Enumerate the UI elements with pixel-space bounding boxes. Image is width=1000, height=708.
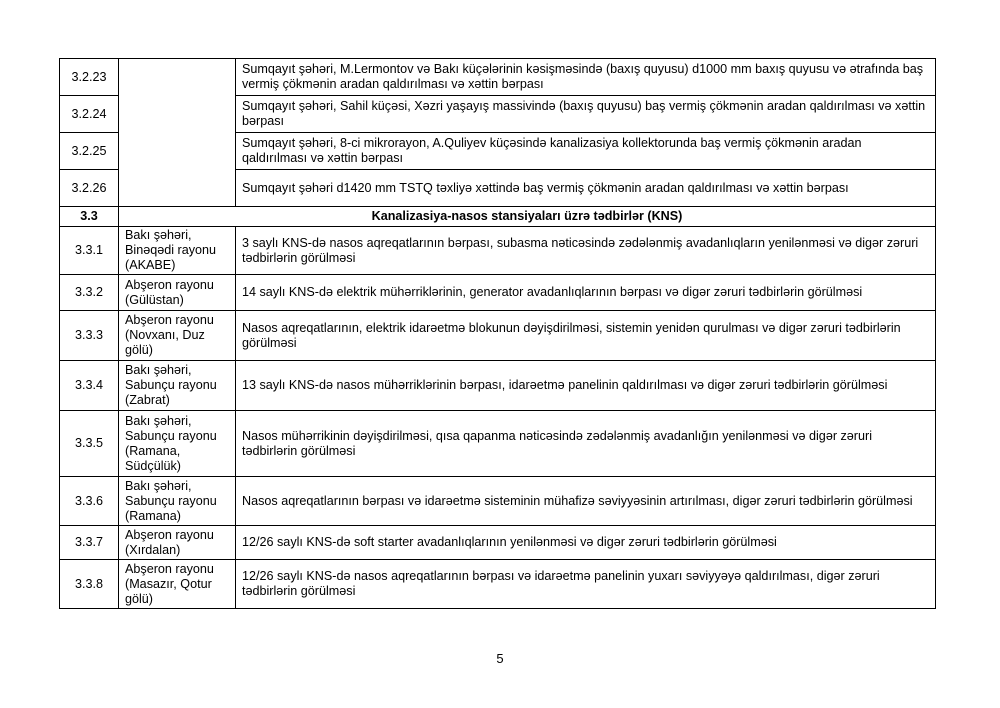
row-number: 3.3.1 bbox=[60, 227, 119, 275]
page-number: 5 bbox=[496, 651, 504, 666]
row-description: 12/26 saylı KNS-də nasos aqreqatlarının bərpası və idarəetmə panelinin yuxarı səviyyəyə qaldırılması, digər zəruri tədbirlərin görülməsi bbox=[236, 560, 936, 609]
row-number: 3.3.4 bbox=[60, 361, 119, 411]
row-description: Sumqayıt şəhəri, 8-ci mikrorayon, A.Quliyev küçəsində kanalizasiya kollektorunda baş vermiş çökmənin aradan qaldırılması və xəttin bərpası bbox=[236, 133, 936, 170]
row-description: 3 saylı KNS-də nasos aqreqatlarının bərpası, subasma nəticəsində zədələnmiş avadanlıqların yenilənməsi və digər zəruri tədbirlərin görülməsi bbox=[236, 227, 936, 275]
row-description: Nasos mühərrikinin dəyişdirilməsi, qısa qapanma nəticəsində zədələnmiş avadanlığın yenilənməsi və digər zəruri tədbirlərin görülməsi bbox=[236, 411, 936, 477]
row-location: Abşeron rayonu (Novxanı, Duz gölü) bbox=[119, 311, 236, 361]
row-location: Abşeron rayonu (Masazır, Qotur gölü) bbox=[119, 560, 236, 609]
table-row bbox=[60, 560, 936, 609]
section-number: 3.3 bbox=[60, 207, 119, 227]
row-number: 3.2.23 bbox=[60, 59, 119, 96]
table-row bbox=[60, 275, 936, 311]
row-description: Sumqayıt şəhəri, M.Lermontov və Bakı küçələrinin kəsişməsində (baxış quyusu) d1000 mm baxış quyusu və ətrafında baş vermiş çökmənin aradan qaldırılması və xəttin bərpası bbox=[236, 59, 936, 96]
row-location: Bakı şəhəri, Sabunçu rayonu (Ramana) bbox=[119, 477, 236, 526]
table-row bbox=[60, 526, 936, 560]
row-location: Abşeron rayonu (Gülüstan) bbox=[119, 275, 236, 311]
row-description: 13 saylı KNS-də nasos mühərriklərinin bərpası, idarəetmə panelinin qaldırılması və digər zəruri tədbirlərin görülməsi bbox=[236, 361, 936, 411]
row-description: 14 saylı KNS-də elektrik mühərriklərinin, generator avadanlıqlarının bərpası və digər zəruri tədbirlərin görülməsi bbox=[236, 275, 936, 311]
row-number: 3.3.2 bbox=[60, 275, 119, 311]
row-number: 3.3.6 bbox=[60, 477, 119, 526]
row-number: 3.3.5 bbox=[60, 411, 119, 477]
section-title: Kanalizasiya-nasos stansiyaları üzrə tədbirlər (KNS) bbox=[119, 207, 936, 227]
row-location: Bakı şəhəri, Binəqədi rayonu (AKABE) bbox=[119, 227, 236, 275]
table-row bbox=[60, 59, 936, 96]
row-number: 3.2.25 bbox=[60, 133, 119, 170]
row-number: 3.3.3 bbox=[60, 311, 119, 361]
row-description: Nasos aqreqatlarının bərpası və idarəetmə sisteminin mühafizə səviyyəsinin artırılması, digər zəruri tədbirlərin görülməsi bbox=[236, 477, 936, 526]
row-number: 3.2.26 bbox=[60, 170, 119, 207]
table-row bbox=[60, 227, 936, 275]
row-number: 3.3.8 bbox=[60, 560, 119, 609]
table-row bbox=[60, 411, 936, 477]
table-row bbox=[60, 477, 936, 526]
row-location: Abşeron rayonu (Xırdalan) bbox=[119, 526, 236, 560]
measures-table bbox=[59, 58, 936, 609]
table-row bbox=[60, 311, 936, 361]
row-description: Sumqayıt şəhəri, Sahil küçəsi, Xəzri yaşayış massivində (baxış quyusu) baş vermiş çökmənin aradan qaldırılması və xəttin bərpası bbox=[236, 96, 936, 133]
table-row bbox=[60, 361, 936, 411]
row-description: Sumqayıt şəhəri d1420 mm TSTQ təxliyə xəttində baş vermiş çökmənin aradan qaldırılması və xəttin bərpası bbox=[236, 170, 936, 207]
row-number: 3.2.24 bbox=[60, 96, 119, 133]
row-location: Bakı şəhəri, Sabunçu rayonu (Zabrat) bbox=[119, 361, 236, 411]
section-header-row bbox=[60, 207, 936, 227]
row-description: 12/26 saylı KNS-də soft starter avadanlıqlarının yenilənməsi və digər zəruri tədbirlərin görülməsi bbox=[236, 526, 936, 560]
location-cell-empty bbox=[119, 59, 236, 207]
row-number: 3.3.7 bbox=[60, 526, 119, 560]
row-location: Bakı şəhəri, Sabunçu rayonu (Ramana, Südçülük) bbox=[119, 411, 236, 477]
row-description: Nasos aqreqatlarının, elektrik idarəetmə blokunun dəyişdirilməsi, sistemin yenidən qurulması və digər zəruri tədbirlərin görülməsi bbox=[236, 311, 936, 361]
